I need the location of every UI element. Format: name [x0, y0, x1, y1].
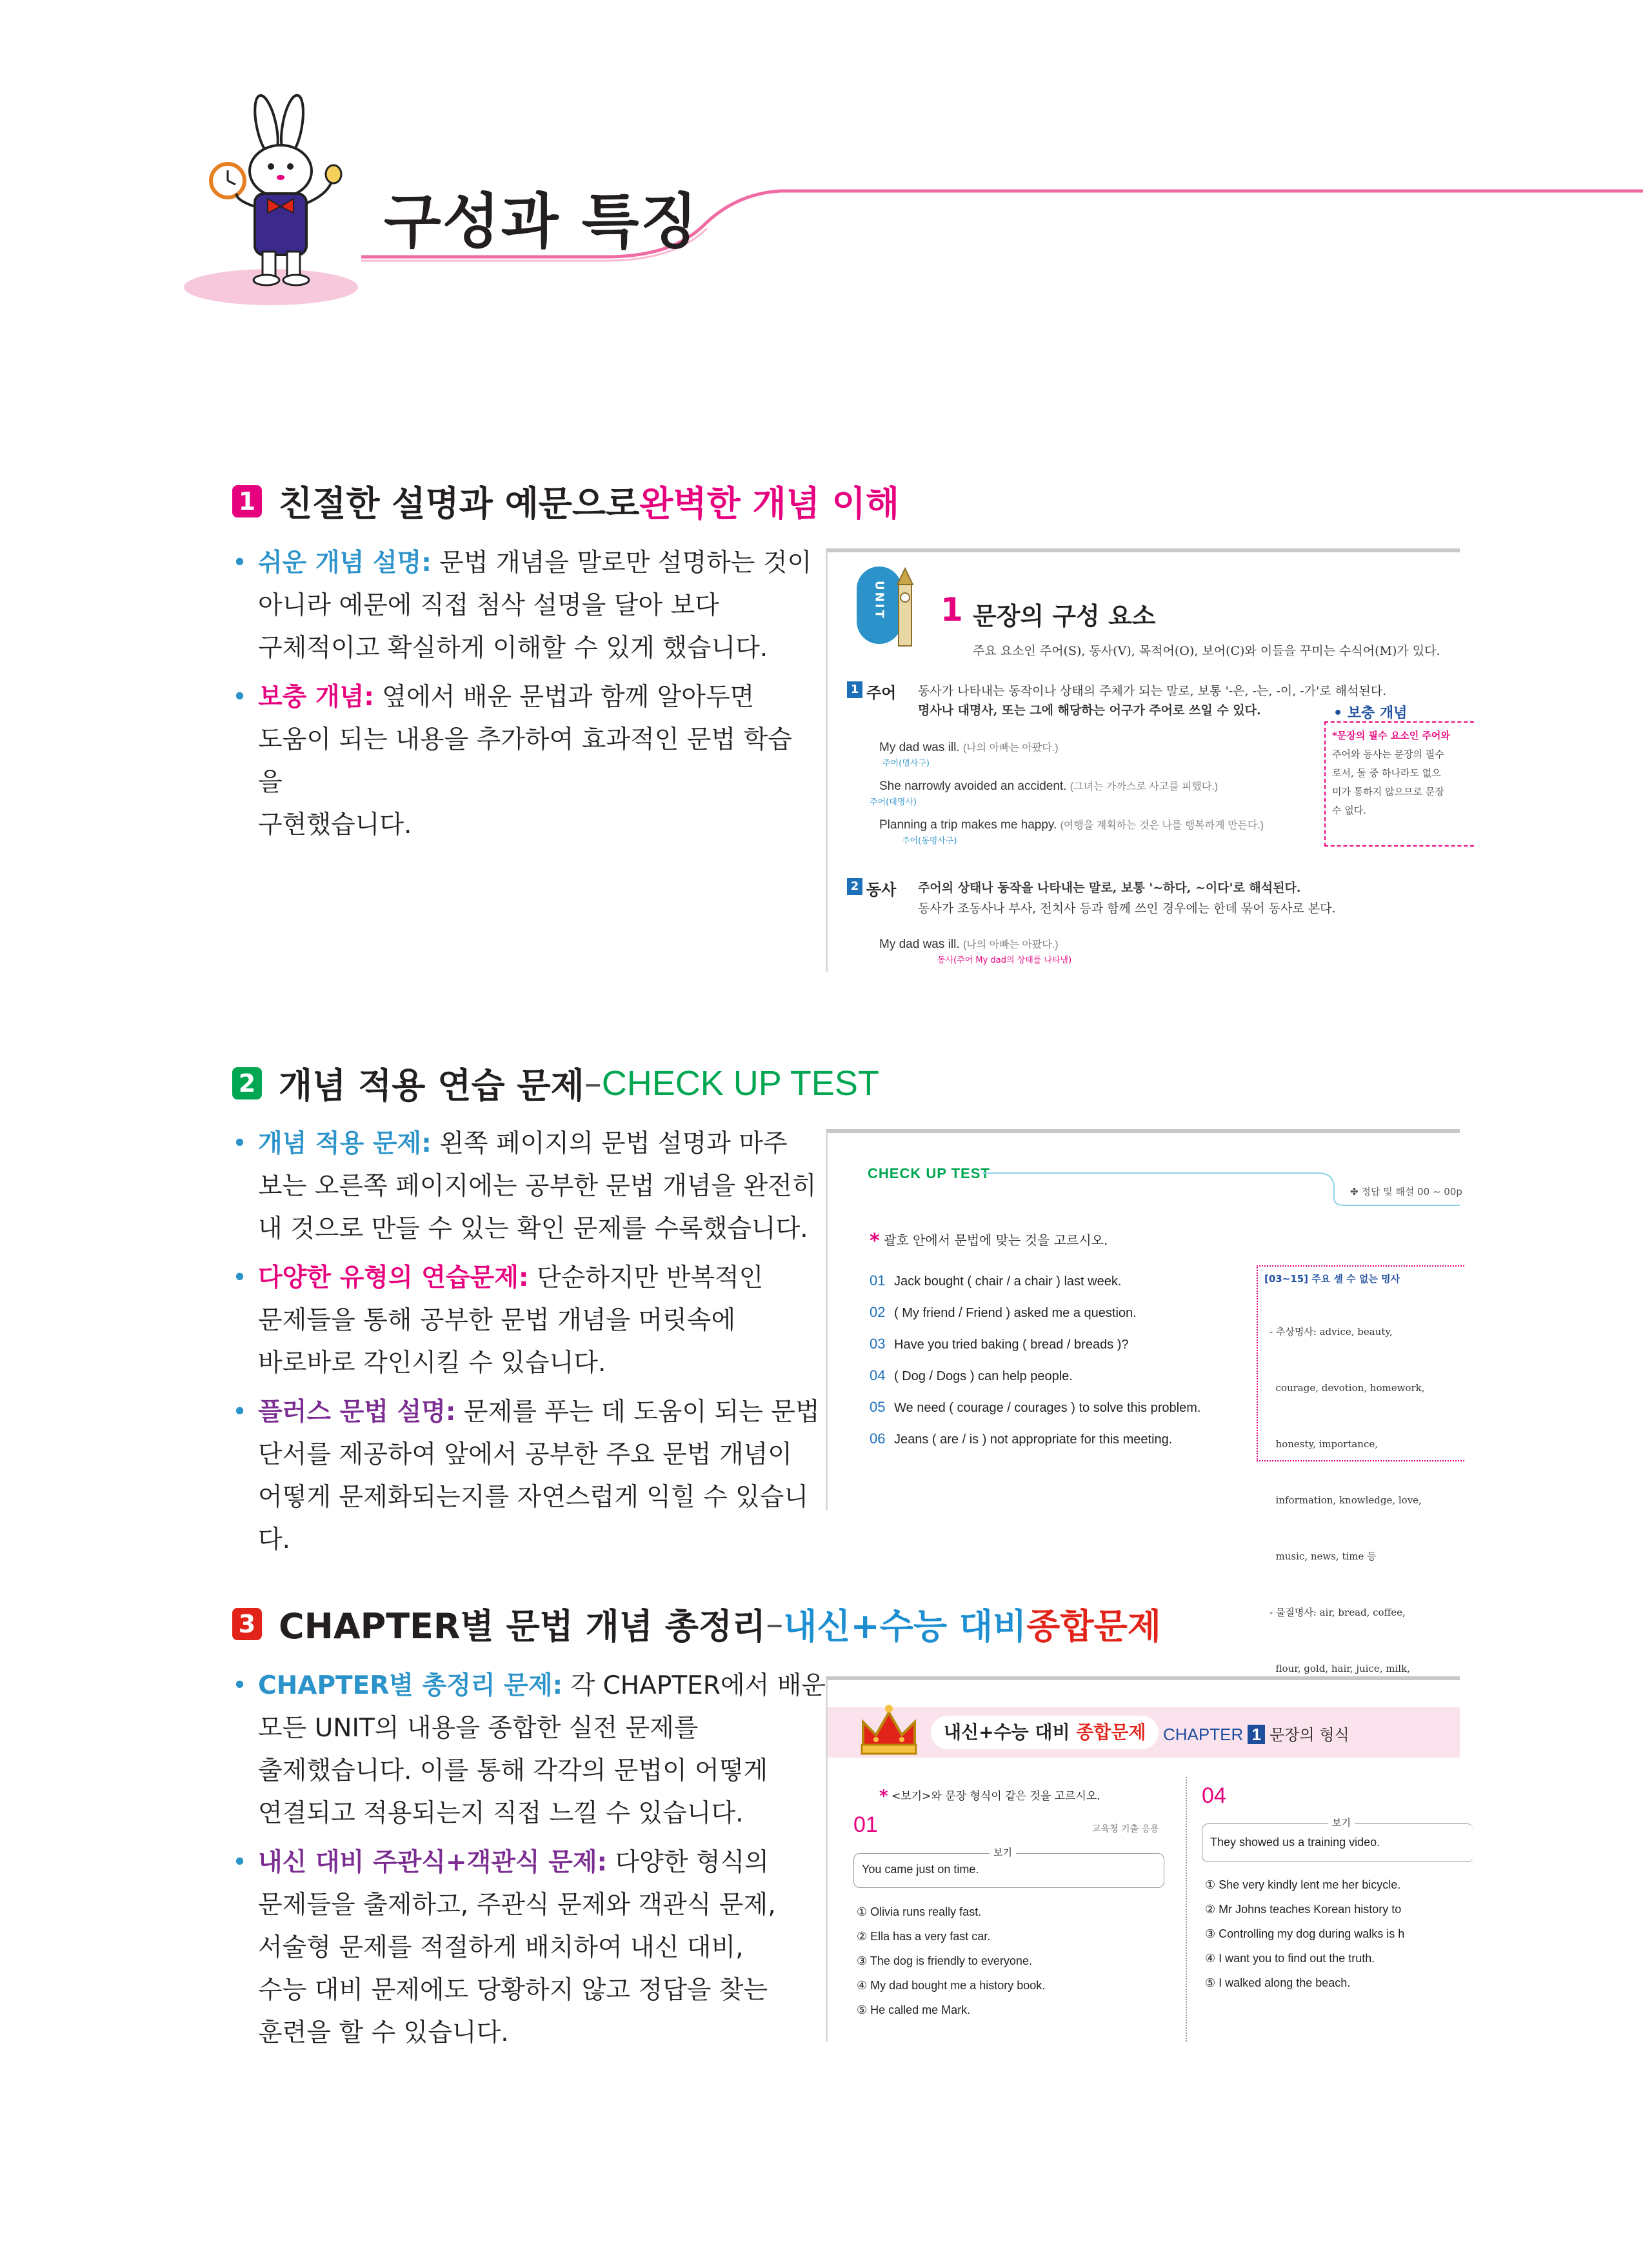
choice-list	[857, 1900, 1045, 2022]
list-item: ② Mr Johns teaches Korean history to	[1205, 1903, 1402, 1916]
section-2-heading: 2 개념 적용 연습 문제 – CHECK UP TEST	[232, 1058, 879, 1108]
chapter-label: CHAPTER 1 문장의 형식	[1163, 1725, 1349, 1744]
list-item: 01 Jack bought ( chair / a chair ) last week.	[870, 1272, 1122, 1289]
unit-subtitle: 주요 요소인 주어(S), 동사(V), 목적어(O), 보어(C)와 이들을 꾸미는 수식어(M)가 있다.	[973, 644, 1440, 658]
example-sentence: She narrowly avoided an accident. (그녀는 가까스로 사고를 피했다.)	[879, 779, 1219, 793]
list-item: 05 We need ( courage / courages ) to solve this problem.	[870, 1399, 1201, 1415]
supplement-text: *문장의 필수 요소인 주어와 주어와 동사는 문장의 필수 로서, 둘 중 하나라도 없으 미가 통하지 않으므로 문장 수 없다.	[1332, 730, 1450, 816]
section-number-badge: 2	[232, 1067, 262, 1099]
bullet-item: • 쉬운 개념 설명: 문법 개념을 말로만 설명하는 것이	[232, 542, 813, 585]
example-sentence: My dad was ill. (나의 아빠는 아팠다.)	[879, 741, 1059, 754]
section-title: 친절한 설명과 예문으로	[279, 483, 640, 524]
unit-number: 1	[941, 591, 963, 628]
rabbit-mascot-icon	[190, 97, 384, 290]
list-item: 06 Jeans ( are / is ) not appropriate for this meeting.	[870, 1430, 1173, 1447]
section-3-heading: 3 CHAPTER별 문법 개념 총정리 – 내신+수능 대비 종합문제	[232, 1599, 1161, 1649]
crown-icon	[857, 1700, 921, 1758]
example-box: 보기 They showed us a training video.	[1202, 1823, 1473, 1862]
section-title-accent: 완벽한 개념 이해	[639, 483, 899, 524]
bullet-item: • 보충 개념: 옆에서 배운 문법과 함께 알아두면	[232, 676, 813, 719]
section-number-badge: 3	[232, 1608, 262, 1640]
list-item: ② Ella has a very fast car.	[857, 1930, 991, 1943]
review-test-preview	[826, 1676, 1460, 2042]
section-number-badge: 1	[232, 485, 262, 517]
item-heading: 동사	[866, 881, 897, 899]
supplement-box: • 보충 개념 *문장의 필수 요소인 주어와 주어와 동사는 문장의 필수 로서, 둘 중 하나라도 없으 미가 통하지 않으므로 문장 수 없다.	[1324, 721, 1474, 847]
choice-list	[1205, 1872, 1404, 1995]
bullet-item: • 다양한 유형의 연습문제: 단순하지만 반복적인	[232, 1257, 826, 1300]
plus-grammar-box: [03~15] 주요 셀 수 없는 명사 - 추상명사: advice, beauty, courage, devotion, homework, honesty, importance, information, knowledge, love, music, news, time 등 - 물질명사: air, bread, coffee, flour, gold, hair, juice, milk,	[1257, 1265, 1464, 1461]
section-title: CHAPTER별 문법 개념 총정리	[279, 1606, 766, 1647]
list-item: ④ I want you to find out the truth.	[1205, 1952, 1375, 1965]
list-item: ③ Controlling my dog during walks is h	[1205, 1927, 1405, 1940]
list-item: ① She very kindly lent me her bicycle.	[1205, 1878, 1401, 1891]
list-item: ④ My dad bought me a history book.	[857, 1979, 1046, 1992]
question-number: 04	[1202, 1783, 1226, 1808]
list-item: ⑤ He called me Mark.	[857, 2003, 971, 2016]
section-title-accent-red: 종합문제	[1026, 1606, 1161, 1647]
item-number-badge: 1	[847, 681, 862, 698]
item-number-badge: 2	[847, 878, 862, 895]
section-title-accent: CHECK UP TEST	[601, 1063, 879, 1103]
bullet-item: • 개념 적용 문제: 왼쪽 페이지의 문법 설명과 마주	[232, 1123, 826, 1165]
answer-reference: ✤ 정답 및 해설 00 ~ 00p	[1350, 1186, 1462, 1198]
section-2-description: • 개념 적용 문제: 왼쪽 페이지의 문법 설명과 마주 보는 오른쪽 페이지에는 공부한 문법 개념을 완전히 내 것으로 만들 수 있는 확인 문제를 수록했습니다. • 다양한 유형의 연습문제: 단순하지만 반복적인 문제들을 통해 공부한 문법 개념을 머릿속에 바로바로 각인시킬 수 있습니다. • 플러스 문법 설명: 문제를 푸는 데 도움이 되는 문법 단서를 제공하여 앞에서 공부한 주요 문법 개념이 어떻게 문제화되는지를 자연스럽게 익힐 수 있습니다.	[232, 1123, 826, 1561]
section-title: 개념 적용 연습 문제	[279, 1065, 584, 1106]
bullet-item: • 내신 대비 주관식+객관식 문제: 다양한 형식의	[232, 1841, 826, 1884]
section-1-heading	[232, 476, 899, 526]
bullet-item: • 플러스 문법 설명: 문제를 푸는 데 도움이 되는 문법	[232, 1391, 826, 1434]
question-number: 01	[853, 1812, 878, 1837]
tower-icon	[889, 565, 921, 649]
instruction: * <보기>와 문장 형식이 같은 것을 고르시오.	[879, 1787, 1100, 1806]
check-up-label: CHECK UP TEST	[868, 1165, 990, 1181]
list-item: 04 ( Dog / Dogs ) can help people.	[870, 1367, 1073, 1383]
section-1-description: • 쉬운 개념 설명: 문법 개념을 말로만 설명하는 것이 아니라 예문에 직접 첨삭 설명을 달아 보다 구체적이고 확실하게 이해할 수 있게 했습니다. • 보충 개념: 옆에서 배운 문법과 함께 알아두면 도움이 되는 내용을 추가하여 효과적인 문법 학습을 구현했습니다.	[232, 542, 813, 847]
unit-page-preview: UNIT 1 문장의 구성 요소 주요 요소인 주어(S), 동사(V), 목적어(O), 보어(C)와 이들을 꾸미는 수식어(M)가 있다. 1 주어 동사가 나타내는 동작이나 상태의 주체가 되는 말로, 보통 '-은, -는, -이, -가'로 해석된다. 명사나 대명사, 또는 그에 해당하는 어구가 주어로 쓰일 수 있다. My dad was ill. (나의 아빠는 아팠다.) 주어(명사구) She narrowly avoided an accident. (그녀는 가까스로 사고를 피했다.) 주어(대명사) Planning a trip makes me happy. (여행을 계획하는 것은 나를 행복하게 만든다.) 주어(동명사구) • 보충 개념 *문장의 필수 요소인 주어와 주어와 동사는 문장의 필수 로서, 둘 중 하나라도 없으 미가 통하지 않으므로 문장 수 없다. 2 동사 주어의 상태나 동작을 나타내는 말로, 보통 '~하다, ~이다'로 해석된다. 동사가 조동사나 부사, 전치사 등과 함께 쓰인 경우에는 한데 묶어 동사로 본다. My dad was ill. (나의 아빠는 아팠다.) 동사(주어 My dad의 상태를 나타냄)	[826, 548, 1460, 972]
plus-grammar-text: - 추상명사: advice, beauty, courage, devotion, homework, honesty, importance, information, knowledge, love, music, news, time 등 - 물질명사: air, bread, coffee, flour, gold, hair, juice, milk,	[1270, 1326, 1425, 1674]
instruction: * 괄호 안에서 문법에 맞는 것을 고르시오.	[870, 1230, 1108, 1252]
unit-title: 문장의 구성 요소	[973, 602, 1156, 630]
question-source: 교육청 기출 응용	[1092, 1824, 1159, 1834]
column-divider	[1186, 1777, 1187, 2042]
item-heading: 주어	[866, 684, 897, 702]
section-title-accent: 내신+수능 대비	[783, 1606, 1027, 1647]
question-list	[870, 1265, 1200, 1455]
example-sentence: Planning a trip makes me happy. (여행을 계획하는 것은 나를 행복하게 만든다.)	[879, 818, 1264, 832]
page-title: 구성과 특징	[384, 187, 699, 256]
bullet-item: • CHAPTER별 총정리 문제: 각 CHAPTER에서 배운	[232, 1665, 826, 1707]
list-item: ③ The dog is friendly to everyone.	[857, 1954, 1032, 1967]
example-sentence: My dad was ill. (나의 아빠는 아팠다.)	[879, 938, 1059, 951]
example-box: 보기 You came just on time.	[853, 1853, 1164, 1888]
list-item: ⑤ I walked along the beach.	[1205, 1976, 1351, 1989]
list-item: 03 Have you tried baking ( bread / breads )?	[870, 1336, 1129, 1352]
list-item: 02 ( My friend / Friend ) asked me a question.	[870, 1304, 1137, 1320]
review-banner-title: 내신+수능 대비 종합문제	[931, 1716, 1159, 1749]
unit-badge: UNIT	[857, 567, 902, 644]
list-item: ① Olivia runs really fast.	[857, 1905, 982, 1918]
section-3-description: • CHAPTER별 총정리 문제: 각 CHAPTER에서 배운 모든 UNIT의 내용을 종합한 실전 문제를 출제했습니다. 이를 통해 각각의 문법이 어떻게 연결되고 적용되는지 직접 느낄 수 있습니다. • 내신 대비 주관식+객관식 문제: 다양한 형식의 문제들을 출제하고, 주관식 문제와 객관식 문제, 서술형 문제를 적절하게 배치하여 내신 대비, 수능 대비 문제에도 당황하지 않고 정답을 찾는 훈련을 할 수 있습니다.	[232, 1665, 826, 2054]
